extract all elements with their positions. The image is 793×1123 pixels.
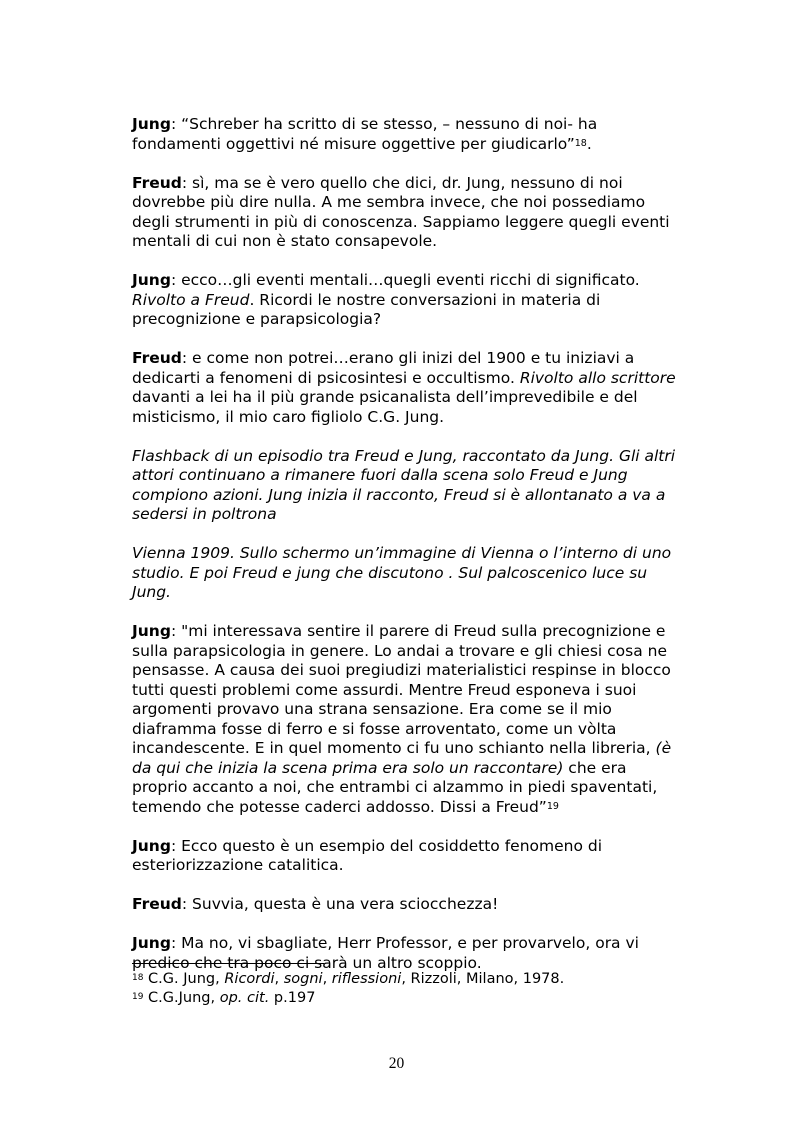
speaker-name: Jung [132, 271, 171, 289]
footnote-divider [132, 963, 324, 964]
stage-direction-inline: Rivolto a Freud [132, 290, 250, 309]
stage-direction-inline: Rivolto allo scrittore [519, 368, 676, 387]
dialogue-text: : Suvvia, questa è una vera sciocchezza! [181, 895, 499, 913]
paragraph-jung-5 [132, 934, 677, 973]
speaker-name: Freud [132, 895, 182, 913]
footnote-text: C.G. Jung, [143, 971, 225, 987]
dialogue-text: . Ricordi le nostre conversazioni in materia di precognizione e parapsicologia? [132, 290, 601, 328]
footnote-text: , [274, 971, 284, 987]
footnote-number: 19 [132, 992, 144, 1003]
footnote-text: , Rizzoli, Milano, 1978. [401, 971, 565, 987]
speaker-name: Jung [132, 115, 171, 133]
footnote-18 [132, 970, 677, 989]
dialogue-text: che era proprio accanto a noi, che entrambi ci alzammo in piedi spaventati, temendo che potesse caderci addosso. Dissi a Freud” [132, 758, 658, 816]
speaker-name: Freud [132, 173, 182, 192]
footnote-ref[interactable]: 18 [574, 137, 587, 149]
footnote-title: sogni [283, 971, 323, 987]
page-number: 20 [388, 1055, 405, 1072]
dialogue-text: : "mi interessava sentire il parere di Freud sulla precognizione e sulla parapsicologia in genere. Lo andai a trovare e gli chiesi cosa ne pensasse. A causa dei suoi pregiudizi materialistici respinse in blocco tutti questi problemi come assurdi. Mentre Freud esponeva i suoi argomenti provavo una strana sensazione. Era come se il mio diaframma fosse di ferro e si fosse arroventato, come un vòlta incandescente. E in quel momento ci fu uno schianto nella libreria, [132, 622, 671, 757]
speaker-name: Jung [132, 934, 171, 952]
dialogue-text: : Ma no, vi sbagliate, Herr Professor, e per provarvelo, ora vi predico che tra poco ci sarà un altro scoppio. [132, 934, 639, 972]
dialogue-text: : Ecco questo è un esempio del cosiddetto fenomeno di esteriorizzazione catalitica. [132, 836, 603, 874]
paragraph-freud-1 [132, 174, 677, 252]
paragraph-jung-1 [132, 115, 677, 154]
footnote-title: Ricordi [224, 971, 275, 987]
dialogue-text: : sì, ma se è vero quello che dici, dr. Jung, nessuno di noi dovrebbe più dire nulla. A me sembra invece, che noi possediamo degli strumenti in più di conoscenza. Sappiamo leggere quegli eventi mentali di cui non è stato consapevole. [132, 173, 670, 250]
speaker-name: Freud [132, 349, 182, 367]
footnote-text: C.G.Jung, [143, 990, 220, 1006]
paragraph-jung-3 [132, 622, 677, 817]
paragraph-jung-4 [132, 837, 677, 876]
footnote-number: 18 [132, 973, 144, 984]
footnote-text: , [322, 971, 332, 987]
speaker-name: Jung [132, 836, 171, 855]
dialogue-text: davanti a lei ha il più grande psicanalista dell’imprevedibile e del misticismo, il mio caro figliolo C.G. Jung. [132, 388, 638, 426]
main-text [132, 115, 677, 993]
paragraph-freud-3 [132, 895, 677, 915]
footnote-19 [132, 989, 677, 1008]
paragraph-jung-2 [132, 271, 677, 330]
dialogue-text: : “Schreber ha scritto di se stesso, – nessuno di noi- ha fondamenti oggettivi né misure oggettive per giudicarlo” [132, 115, 598, 153]
dialogue-text: . [586, 134, 592, 153]
footnote-text: p.197 [269, 990, 316, 1006]
speaker-name: Jung [132, 622, 171, 640]
footnotes [132, 970, 677, 1008]
paragraph-freud-2 [132, 349, 677, 427]
footnote-title: op. cit. [219, 990, 270, 1006]
footnote-title: riflessioni [331, 971, 402, 987]
dialogue-text: : ecco…gli eventi mentali…quegli eventi ricchi di significato. [170, 271, 640, 289]
stage-direction-flashback: Flashback di un episodio tra Freud e Jung, raccontato da Jung. Gli altri attori continuano a rimanere fuori dalla scena solo Freud e Jung compiono azioni. Jung inizia il racconto, Freud si è allontanato a va a sedersi in poltrona [132, 446, 676, 523]
stage-direction-vienna: Vienna 1909. Sullo schermo un’immagine di Vienna o l’interno di uno studio. E poi Freud e jung che discutono . Sul palcoscenico luce su Jung. [132, 544, 672, 601]
stage-direction-inline: (è da qui che inizia la scena prima era solo un raccontare) [132, 739, 672, 777]
footnote-ref[interactable]: 19 [546, 800, 559, 812]
dialogue-text: : e come non potrei…erano gli inizi del 1900 e tu iniziavi a dedicarti a fenomeni di psicosintesi e occultismo. [132, 349, 635, 387]
